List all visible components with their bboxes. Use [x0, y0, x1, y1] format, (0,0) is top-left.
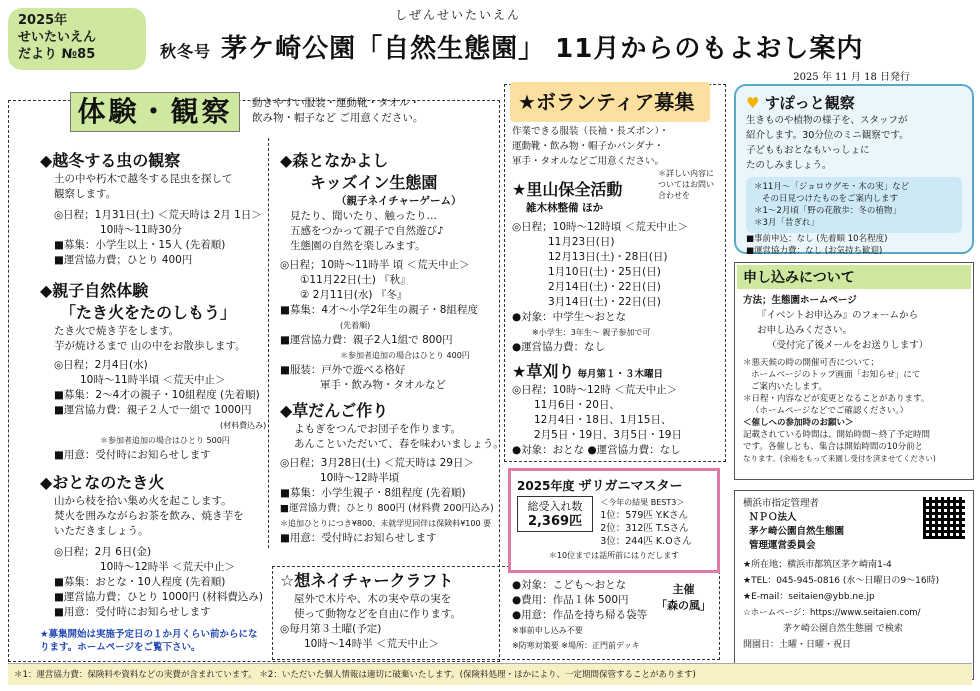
host-name: 「森の風」 — [656, 599, 711, 612]
event-insect — [40, 150, 265, 268]
event-fee: ■運営協力費；ひとり 400円 — [54, 254, 193, 266]
craft-note: ※防寒対策要 — [512, 641, 559, 650]
crayfish-total-label: 総受入れ数 — [527, 500, 583, 513]
application-method: 方法；生態園ホームページ — [743, 295, 857, 306]
event-desc: 観察します。 — [54, 188, 117, 200]
event-dango — [280, 400, 504, 546]
event-time: 10時〜12時半 ＜荒天中止＞ — [100, 561, 236, 573]
experience-note-line: 動きやすい服装・運動靴・タオル・ — [252, 97, 420, 109]
event-date: ◎日程；2月 6日(金) — [54, 546, 152, 558]
volunteer-heading: ★ボランティア募集 — [510, 82, 710, 122]
application-title: 申し込みについて — [737, 265, 971, 289]
application-method: 『イベントお申込み』のフォームから — [757, 310, 919, 321]
event-date: ◎日程；10時〜11時半 頃 ＜荒天中止＞ — [280, 259, 470, 271]
event-time: 10時〜14時半 ＜荒天中止＞ — [304, 638, 440, 650]
qr-code-icon — [923, 497, 965, 539]
event-title: ☆想ネイチャークラフト — [280, 571, 454, 590]
badge-year: 2025年 — [18, 13, 68, 28]
org-name: 茅ケ崎公園自然生態園 — [749, 526, 845, 537]
event-date: ◎日程；1月31日(土) ＜荒天時は 2月 1日＞ — [54, 209, 262, 221]
event-desc: 山から枝を拾い集め火を起こします。 — [54, 495, 232, 507]
event-desc: たき火で焼き芋をします。 — [54, 325, 180, 337]
kusakari-target: ●対象：おとな ●運営協力費：なし — [512, 444, 681, 456]
kusakari-time: ◎日程；10時〜12時 ＜荒天中止＞ — [512, 384, 678, 396]
column-divider — [268, 138, 269, 548]
event-desc: よもぎをつんでお団子を作ります。 — [294, 423, 462, 435]
event-title: ◆草だんご作り — [280, 401, 389, 420]
crayfish-master — [508, 468, 720, 573]
title-main: 茅ケ崎公園「自然生態園」 — [221, 34, 546, 64]
org-homepage-link[interactable]: ☆ホームページ：https://www.seitaien.com/ — [743, 608, 921, 618]
crayfish-best-head: ＜今年の結果 BEST3＞ — [600, 498, 685, 507]
event-subtitle: 「たき火をたのしもう」 — [60, 303, 237, 322]
application-note: ＊日程・内容などが変更となることがあります。 — [743, 394, 930, 404]
application-note: （ホームページなどでご確認ください。） — [751, 406, 909, 416]
crayfish-year: 2025年度 — [517, 479, 575, 493]
kusakari-date: 11月6日・20日、 — [534, 399, 620, 411]
badge-number: だより №85 — [18, 47, 96, 62]
satoyama-date: 12月13日(土)・28日(日) — [548, 251, 668, 263]
satoyama-target: ●対象：中学生〜おとな — [512, 311, 627, 323]
spot-title: すぽっと観察 — [764, 94, 855, 112]
application-note: 記載されている時間は、開始時間〜終了予定時間 — [743, 430, 931, 440]
org-npo: ＮＰＯ法人 — [749, 512, 797, 523]
experience-note — [252, 96, 423, 126]
application-note: なります。(余裕をもって来園し受付を済ませてください) — [743, 454, 936, 463]
spot-item: ＊3月「昔ぎれ」 — [754, 218, 819, 228]
event-date: ◎毎月第３土曜(予定) — [280, 623, 382, 635]
spot-desc: 生きものや植物の様子を、スタッフが — [746, 115, 908, 126]
issue-date: 2025 年 11 月 18 日発行 — [793, 72, 910, 83]
event-fee-note: ＊追加ひとりにつき¥800、未就学児同伴は保険料¥100 要 — [280, 519, 492, 528]
spot-item: その日見つけたものをご案内します — [762, 194, 899, 204]
kusakari-date: 12月4日・18日、1月15日、 — [534, 414, 672, 426]
page-title — [160, 28, 863, 65]
satoyama-date: 11月23日(日) — [548, 236, 615, 248]
satoyama-title: ★里山保全活動 — [512, 180, 623, 199]
event-desc: いただきましょう。 — [54, 525, 149, 537]
event-wear: 軍手・飲み物・タオルなど — [320, 379, 446, 391]
event-desc: 土の中や朽木で越冬する昆虫を探して — [54, 173, 233, 185]
org-phone: ★TEL：045-945-0816 (水〜日曜日の9〜16時) — [743, 576, 940, 586]
org-email[interactable]: ★E-mail：seitaien@ybb.ne.jp — [743, 592, 875, 602]
event-desc: 芋が焼けるまで 山の中をお散歩します。 — [54, 340, 246, 352]
application-info — [734, 262, 974, 480]
event-desc: 見たり、聞いたり、触ったり… — [290, 210, 437, 222]
spot-desc: 紹介します。30分位のミニ観察です。 — [746, 130, 909, 141]
crayfish-rank: 3位：244匹 K.Oさん — [600, 536, 692, 547]
spot-desc: たのしみましょう。 — [746, 160, 832, 171]
experience-note-line: 飲み物・帽子など ご用意ください。 — [252, 112, 424, 124]
org-address: ★所在地；横浜市都筑区茅ケ崎南1-4 — [743, 560, 892, 570]
spot-fee: ■運営協力費：なし (お気持ち歓迎) — [746, 246, 883, 256]
spot-schedule — [746, 177, 962, 233]
event-fee-note: (材料費込み) — [220, 421, 267, 430]
event-fee: ■運営協力費；ひとり 1000円 (材料費込み) — [54, 591, 264, 603]
spot-item: ＊11月〜「ジョロウグモ・木の実」など — [754, 182, 910, 192]
event-desc: あんこといただいて、春を味わいましょう。 — [294, 438, 504, 450]
event-title-2: キッズイン生態園 — [310, 173, 438, 192]
event-subtitle: （親子ネイチャーゲーム） — [336, 195, 462, 207]
org-search: 茅ケ崎公園自然生態園 で検索 — [783, 624, 903, 634]
event-apply: ■募集：おとな・10人程度 (先着順) — [54, 576, 226, 588]
event-fee-note: ＊参加者追加の場合はひとり 500円 — [100, 436, 230, 445]
event-fee: ■運営協力費：親子２人で一組で 1000円 — [54, 404, 252, 416]
event-craft — [280, 570, 510, 652]
event-date-item: ①11月22日(土) 『秋』 — [300, 274, 411, 286]
event-date-item: ② 2月11日(水) 『冬』 — [300, 289, 408, 301]
application-note: ご案内いたします。 — [751, 382, 827, 392]
event-desc: 屋外で木片や、木の実や草の実を — [294, 593, 452, 605]
spot-item: ＊1〜2月頃「野の花散歩：冬の植物」 — [754, 206, 901, 216]
crayfish-foot: ＊10位までは話所前にはりだします — [548, 551, 680, 560]
craft-details — [512, 578, 652, 653]
event-apply: ■募集：小学生親子・8組程度 (先着順) — [280, 487, 466, 499]
crayfish-total-box — [517, 496, 593, 532]
event-title: ◆親子自然体験 — [40, 281, 149, 300]
season-label: 秋冬号 — [160, 42, 212, 61]
footer-note: ＊1：運営協力費：保険料や資料などの実費が含まれています。 ＊2：いただいた個人情報は適切に破棄いたします。(保険料処理・ほかにより、一定期間保管することがあります) — [8, 663, 972, 685]
event-apply: ■募集：4才〜小学2年生の親子・8組程度 — [280, 304, 478, 316]
satoyama-fee: ●運営協力費：なし — [512, 341, 606, 353]
satoyama-time: ◎日程；10時〜12時頃 ＜荒天中止＞ — [512, 221, 688, 233]
title-furigana: しぜんせいたいえん — [395, 8, 522, 22]
event-fee: ■運営協力費：親子2人1組で 800円 — [280, 334, 453, 346]
host-label: 主催 — [672, 583, 695, 596]
spot-desc: 子どももおとなもいっしょに — [746, 145, 870, 156]
application-note: ＊悪天候の時の開催可否について； — [743, 358, 879, 368]
organization-info — [734, 490, 974, 680]
event-prep: ■用意：受付時にお知らせします — [54, 449, 211, 461]
event-title: ◆森となかよし — [280, 151, 389, 170]
crayfish-rank: 1位：579匹 Y.Kさん — [600, 510, 689, 521]
event-time: 10時〜12時半頃 — [320, 472, 400, 484]
event-apply: ■募集：小学生以上・15人 (先着順) — [54, 239, 226, 251]
craft-prep: ●用意：作品を持ち帰る袋等 — [512, 609, 648, 621]
kusakari-sub: 毎月第１・３木曜日 — [577, 369, 664, 380]
badge-name: せいたいえん — [18, 30, 97, 45]
event-time: 10時〜11時半頃 ＜荒天中止＞ — [80, 374, 226, 386]
org-head: 横浜市指定管理者 — [743, 498, 820, 509]
craft-host — [656, 582, 711, 614]
volunteer-desc: 軍手・タオルなどご用意ください。 — [512, 156, 665, 167]
event-desc: 使って動物などを自由に作ります。 — [294, 608, 462, 620]
volunteer-desc: 作業できる服装（長袖・長ズボン）・ — [512, 126, 669, 137]
heart-icon: ♥ — [746, 94, 760, 112]
kusakari-date: 2月5日・19日、3月5日・19日 — [534, 429, 682, 441]
kusakari-title: ★草刈り — [512, 362, 575, 381]
event-date: ◎日程；2月4日(水) — [54, 359, 148, 371]
volunteer-desc: 運動靴・飲み物・帽子かバンダナ・ — [512, 141, 664, 152]
application-note: ＜催しへの参加時のお願い＞ — [743, 418, 854, 428]
event-title: ◆越冬する虫の観察 — [40, 151, 181, 170]
event-time: 10時〜11時30分 — [100, 224, 183, 236]
event-fee: ■運営協力費；ひとり 800円 (材料費 200円込み) — [280, 503, 494, 514]
satoyama-sub: 雑木林整備 ほか — [526, 202, 604, 214]
satoyama-date: 1月10日(土)・25日(日) — [548, 266, 661, 278]
application-note: です。各催しとも、集合は開始時間の10分前と — [743, 442, 924, 452]
craft-cost: ●費用：作品１体 500円 — [512, 594, 629, 606]
recruit-note: ★募集開始は実施予定日の１か月くらい前からになります。ホームページをご覧下さい。 — [40, 629, 258, 653]
event-fee-note: ＊参加者追加の場合はひとり 400円 — [340, 351, 470, 360]
org-name: 管理運営委員会 — [749, 540, 816, 551]
event-apply-note: (先着順) — [340, 321, 371, 330]
event-desc: 五感をつかって親子で自然遊び♪ — [290, 225, 444, 237]
crayfish-best — [600, 496, 691, 548]
event-desc: 生態園の自然を楽しみます。 — [290, 240, 426, 252]
experience-heading: 体験・観察 — [70, 92, 240, 132]
issue-badge — [8, 8, 146, 70]
event-apply: ■募集：2〜4才の親子・10組程度 (先着順) — [54, 389, 260, 401]
satoyama-date: 3月14日(土)・22日(日) — [548, 296, 661, 308]
event-prep: ■用意：受付時にお知らせします — [54, 606, 211, 618]
event-prep: ■用意：受付時にお知らせします — [280, 532, 437, 544]
event-title: ◆おとなのたき火 — [40, 473, 165, 492]
event-date: ◎日程；3月28日(土) ＜荒天時は 29日＞ — [280, 457, 474, 469]
satoyama-target-note: ※小学生：3年生〜 親子参加で可 — [532, 328, 651, 337]
event-bonfire-family — [40, 280, 265, 463]
application-notes — [743, 357, 965, 465]
crayfish-title: ザリガニマスター — [578, 479, 683, 494]
craft-target: ●対象：こども〜おとな — [512, 579, 627, 591]
craft-note: ※場所：正門前デッキ — [561, 641, 640, 650]
application-method: （受付完了後メールをお送りします） — [767, 340, 929, 351]
crayfish-rank: 2位：312匹 T.Sさん — [600, 523, 689, 534]
crayfish-total: 2,369匹 — [527, 514, 583, 529]
spot-apply: ■事前申込：なし (先着順 10名程度) — [746, 234, 888, 244]
application-note: ホームページのトップ画面「お知らせ」にて — [751, 370, 921, 380]
event-kids-in — [280, 150, 495, 393]
spot-observation — [734, 84, 974, 254]
title-sub: 11月からのもよおし案内 — [555, 34, 864, 64]
event-bonfire-adult — [40, 472, 265, 620]
satoyama-date: 2月14日(土)・22日(日) — [548, 281, 661, 293]
craft-note: ※事前申し込み不要 — [512, 626, 583, 635]
application-method: お申し込みください。 — [757, 325, 853, 336]
org-open-days: 開園日：土曜・日曜・祝日 — [743, 640, 852, 650]
event-desc: 焚火を囲みながらお茶を飲み、焼き芋を — [54, 510, 244, 522]
event-wear: ■服装：戸外で遊べる格好 — [280, 364, 406, 376]
volunteer-aside: ＊詳しい内容についてはお問い合わせを — [658, 169, 714, 200]
